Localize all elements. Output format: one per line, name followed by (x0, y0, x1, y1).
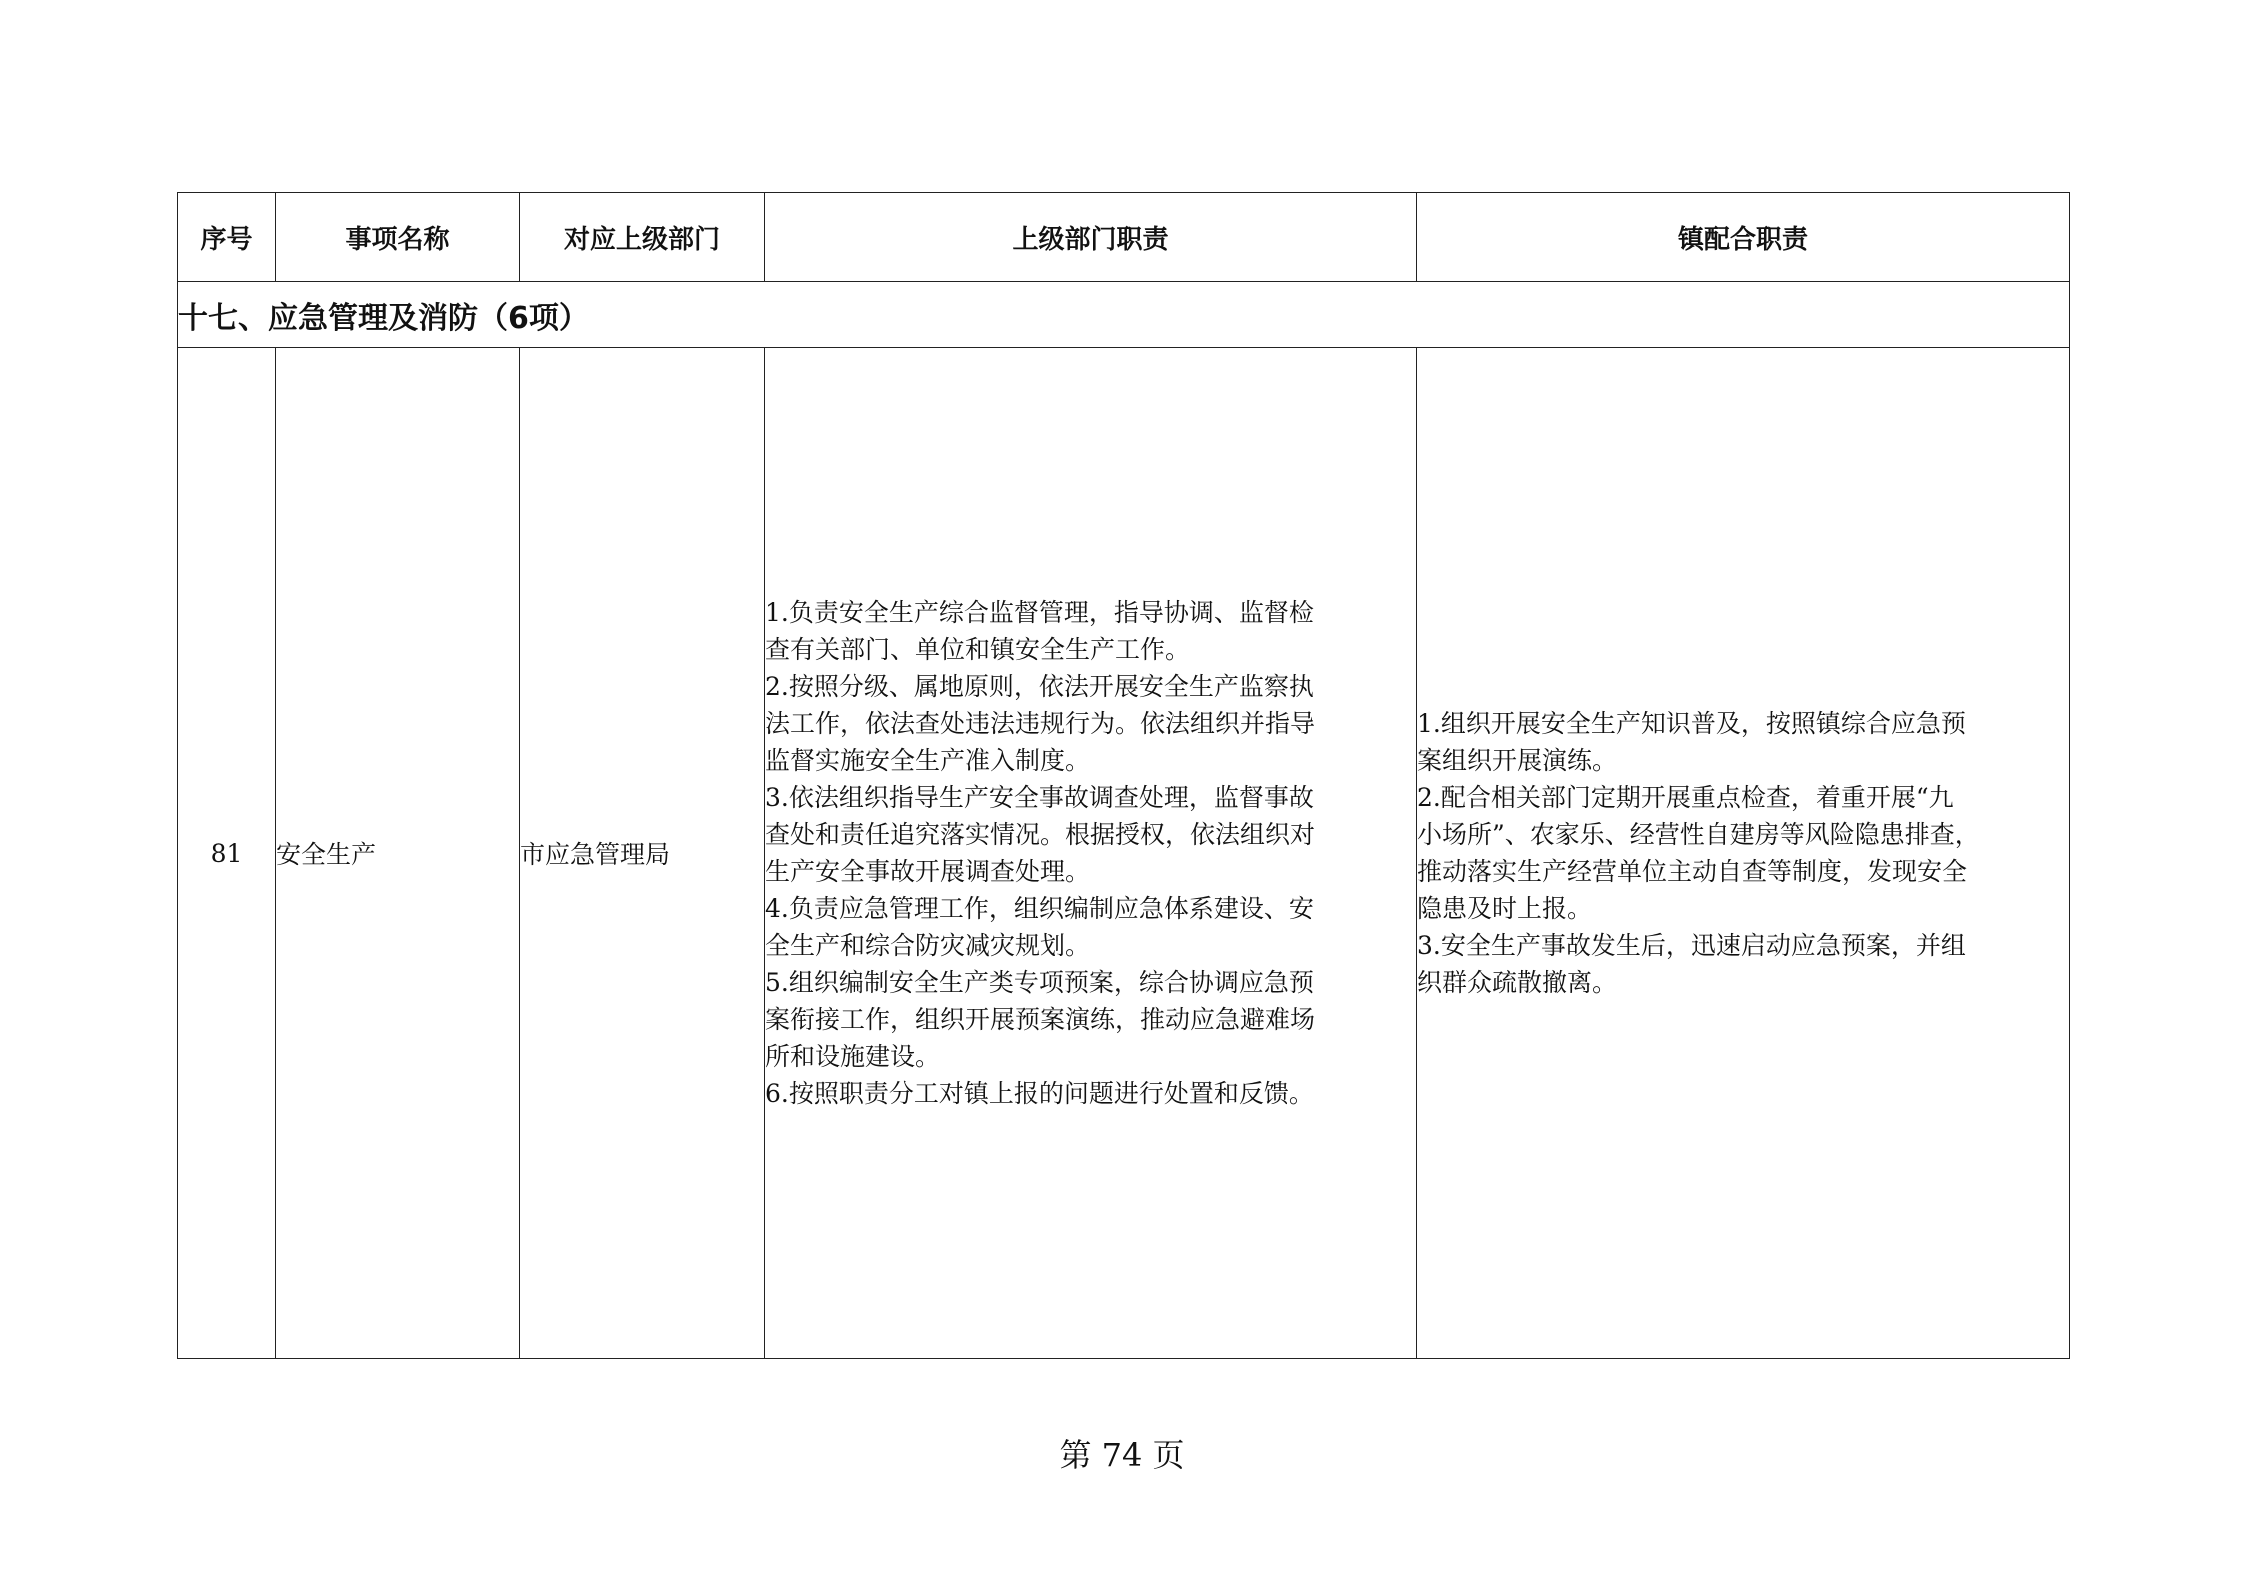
town-duty-line: 织群众疏散撤离。 (1417, 968, 1618, 997)
table-row (178, 348, 2070, 1359)
town-duty-line: 1.组织开展安全生产知识普及，按照镇综合应急预 (1417, 709, 1966, 738)
upper-duty-line: 所和设施建设。 (765, 1042, 941, 1071)
town-duty-line: 3.安全生产事故发生后，迅速启动应急预案，并组 (1417, 931, 1966, 960)
upper-duty-line: 4.负责应急管理工作，组织编制应急体系建设、安 (765, 894, 1314, 923)
upper-department: 市应急管理局 (520, 348, 765, 1359)
duty-table (177, 192, 2070, 1359)
upper-duty-line: 2.按照分级、属地原则，依法开展安全生产监察执 (765, 672, 1314, 701)
upper-duty-line: 查处和责任追究落实情况。根据授权，依法组织对 (765, 820, 1316, 849)
upper-duty-line: 全生产和综合防灾减灾规划。 (765, 931, 1091, 960)
upper-duty-line: 法工作，依法查处违法违规行为。依法组织并指导 (765, 709, 1316, 738)
town-duty-cell (1417, 348, 2070, 1359)
upper-duty-line: 查有关部门、单位和镇安全生产工作。 (765, 635, 1191, 664)
header-dept: 对应上级部门 (520, 193, 765, 282)
upper-duty-cell (765, 348, 1417, 1359)
town-duty-line: 隐患及时上报。 (1417, 894, 1593, 923)
town-duty-line: 推动落实生产经营单位主动自查等制度，发现安全 (1417, 857, 1968, 886)
upper-duty-line: 1.负责安全生产综合监督管理，指导协调、监督检 (765, 598, 1314, 627)
upper-duty-line: 5.组织编制安全生产类专项预案，综合协调应急预 (765, 968, 1314, 997)
town-duty-line: 小场所”、农家乐、经营性自建房等风险隐患排查， (1417, 820, 1980, 849)
upper-duty-line: 3.依法组织指导生产安全事故调查处理，监督事故 (765, 783, 1314, 812)
header-upper-duty: 上级部门职责 (765, 193, 1417, 282)
header-no: 序号 (178, 193, 276, 282)
upper-duty-line: 监督实施安全生产准入制度。 (765, 746, 1091, 775)
upper-duty-line: 6.按照职责分工对镇上报的问题进行处置和反馈。 (765, 1079, 1314, 1108)
section-row (178, 282, 2070, 348)
town-duty-line: 2.配合相关部门定期开展重点检查，着重开展“九 (1417, 783, 1954, 812)
row-number: 81 (178, 348, 276, 1359)
town-duty-line: 案组织开展演练。 (1417, 746, 1618, 775)
header-name: 事项名称 (276, 193, 520, 282)
upper-duty-line: 案衔接工作，组织开展预案演练，推动应急避难场 (765, 1005, 1316, 1034)
section-title: 十七、应急管理及消防（6项） (178, 282, 2070, 348)
upper-duty-line: 生产安全事故开展调查处理。 (765, 857, 1091, 886)
page-number: 第 74 页 (1059, 1436, 1185, 1474)
item-name: 安全生产 (276, 348, 520, 1359)
header-row (178, 193, 2070, 282)
header-town-duty: 镇配合职责 (1417, 193, 2070, 282)
